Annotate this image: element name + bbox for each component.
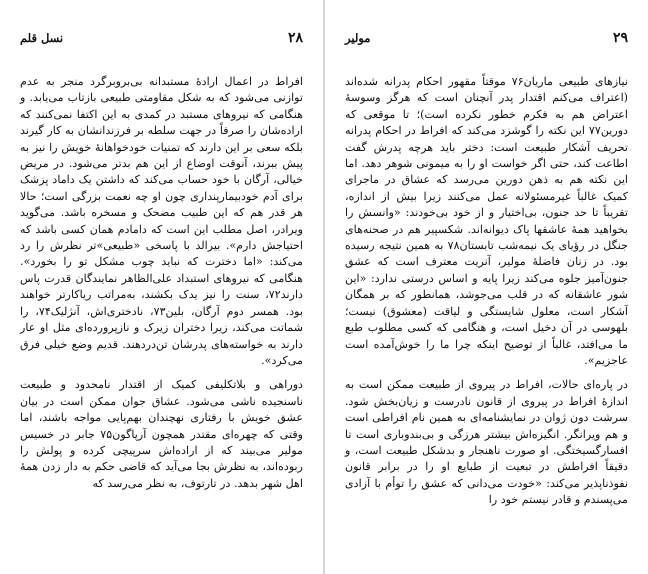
right-running-head: مولیر: [345, 31, 371, 45]
left-page: [0, 0, 323, 574]
left-page-header: [20, 30, 303, 52]
right-paragraph-1: نیازهای طبیعی ماریان۷۶ موقتاً مقهور احکام پدرانه شده‌اند (اعتراف می‌کنم اقتدار پدر آنچنان است که هرگز وسوسهٔ اعتراض هم به فکرم خطور نکرده است)؛ تا موقعی که دورین۷۷ این نکته را گوشزد می‌کند که افراط در احکام پدرانه تحریف آشکار طبیعت است: دختر باید هرچه پدرش گفت اطاعت کند، حتی اگر خواست او را به میمونی شوهر دهد. اما این نکته هم به ذهن دورین می‌رسد که عشاق در ماجرای کمیک غالباً غیرمسئولانه عمل می‌کنند زیرا بیش از اندازه، تقریباً تا حد جنون، بی‌اختیار و از خود بی‌خودند: «وانسش را بخواهید همهٔ عاشقها پاک دیوانه‌اند. شکسپیر هم در صحنه‌های جنگل در رؤیای یک نیمه‌شب تابستان۷۸ به همین نتیجه رسیده بود. در زنان فاضلهٔ مولیر، آنریت معترف است که عشق جنون‌آمیز جلوه می‌کند زیرا پایه و اساس درستی ندارد: «این شور عاشقانه که در قلب می‌جوشد، همانطور که بر همگان آشکار است، معلول شایستگی و لیاقت (معشوق) نیست؛ بلهوسی در آن دخیل است، و هنگامی که کسی مطلوب طبع ما می‌افتد، غالباً از توضیح اینکه چرا ما را خوش‌آمده است عاجزیم».: [345, 75, 628, 367]
left-page-number: ۲۸: [287, 30, 303, 46]
right-paragraph-2: در پاره‌ای حالات، افراط در پیروی از طبیعت ممکن است به اندازهٔ افراط در پیروی از قانون نادرست و زیان‌بخش شود. سرشت دون ژوان در نمایشنامه‌ای به همین نام افراطی است و هم ویرانگر. انگیزه‌اش بیشتر هرزگی و بی‌بندوباری است تا افسار‌گسیختگی. او صورت ناهنجار و بدشکل طبیعت است، و دقیقاً افراطش در تبعیت از طبایع او را در برابر قانون نفوذناپذیر می‌کند: «خودت می‌دانی که عشق را توأم با آزادی می‌پسندم و قادر نیستم خود را: [345, 378, 628, 507]
left-paragraph-2: دوراهی و بلاتکلیفی کمیک از اقتدار نامحدود و طبیعت ناسنجیده ناشی می‌شود. عشاق جوان ممکن است در بیان عشق خویش با رفتاری نهچندان بهم‌پایی مواجه باشند، اما وقتی که چهره‌ای مقتدر همچون آرپاگون۷۵ جابر در خسیس مولیر می‌بیند که از اراده‌اش سرپیچی کرده و پولش را ربوده‌اند، به نظرش بجا می‌آید که قاضی حکم به دار زدن همهٔ اهل شهر بدهد. در تارتوف، به نظر می‌رسد که: [20, 378, 303, 490]
right-page-header: [345, 30, 628, 52]
right-page: [325, 0, 648, 574]
right-page-number: ۲۹: [612, 30, 628, 46]
left-paragraph-1: افراط در اعمال ارادهٔ مستبدانه بی‌برو‌برگرد منجر به عدم توازنی می‌شود که به شکل مقاومتی طبیعی بازتاب می‌یابد. و هنگامی که نیروهای مستبد در کمدی به این اکتفا نمی‌کنند که اراده‌شان را صرفاً در جهت سلطه بر فرزندانشان به کار گیرند بلکه سعی بر این دارند که تمنیات خودخواهانهٔ خویش را نیز به پیش ببرند، آنوقت اوضاع از این هم بدتر می‌شود. در مریض خیالی، آرگان با خود حساب می‌کند که داشتن یک داماد پزشک برای آدم خودبیمارپنداری چون او چه نعمت بزرگی است؛ حالا هر قدر هم که این طبیب مضحک و مسخره باشد. می‌گوید ویرادر، اصل مطلب این است که دامادم همان کسی باشد که احتیاجش دارم». بیرالد با پاسخی «طبیعی»تر نظرش را رد می‌کند: «اما دخترت که نباید چوب مشکل تو را بخورد». هنگامی که نیروهای استبداد علی‌الظاهر نمایندگان قدرت پاس دارند۷۲، سنت را نیز یدک بکشند، به‌مراتب ریاکارتر خواهند بود. همسر دوم آرگان، بلین۷۳، نادختری‌اش، آنژلیک۷۴، را شماتت می‌کند، زیرا دختران زیرک و نازپرورده‌ای مثل او عار دارند به خواسته‌های پدرشان تن‌دردهند. قدیم وضع خیلی فرق می‌کرد».: [20, 75, 303, 367]
left-running-head: نسل قلم: [20, 31, 64, 45]
